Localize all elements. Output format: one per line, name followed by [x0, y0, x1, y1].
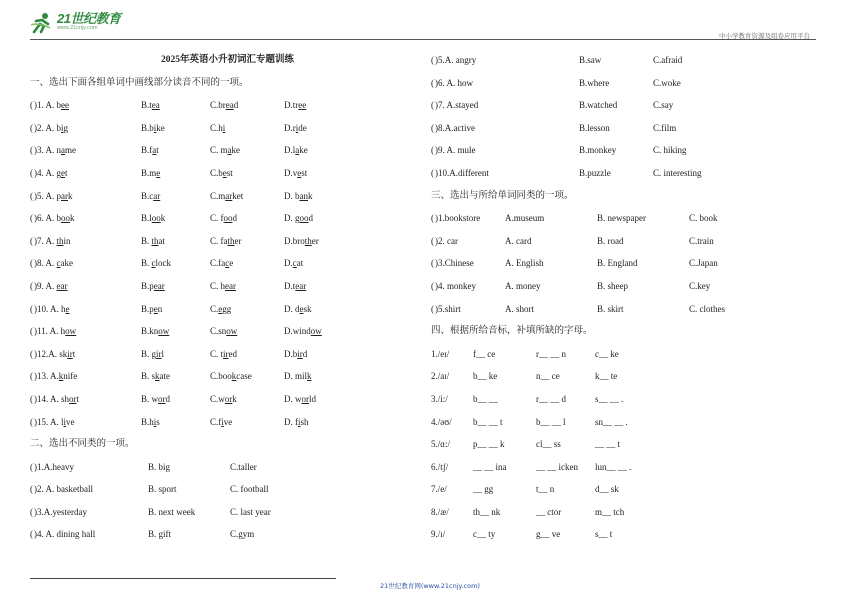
footer-divider: [30, 578, 336, 579]
question-row-cell: )3.A.yesterday: [34, 506, 87, 517]
phonics-row-cell: b__ __: [473, 393, 498, 404]
question-row-cell: (: [431, 303, 434, 314]
question-row-cell: C.taller: [230, 461, 257, 472]
question-row-cell: D.lake: [284, 145, 308, 156]
phonics-row-cell: lun__ __ .: [595, 461, 632, 472]
phonics-row-cell: 9./ɪ/: [431, 529, 446, 540]
question-row-cell: )7. A.stayed: [435, 100, 479, 111]
question-row-cell: C.train: [689, 235, 714, 246]
page-header: [0, 0, 860, 42]
question-row-cell: B.saw: [579, 55, 602, 65]
question-row: [30, 210, 425, 233]
question-row-cell: (: [30, 167, 33, 178]
question-row-cell: B.look: [141, 213, 166, 224]
question-row-cell: C.market: [210, 190, 244, 201]
phonics-row-cell: __ gg: [473, 484, 494, 495]
part-2-list-b: [431, 52, 826, 188]
question-row: [431, 97, 826, 120]
question-row-cell: D. desk: [284, 303, 312, 314]
phonics-row-cell: 3./i:/: [431, 393, 448, 404]
platform-label: 中小学教育资源及组卷应用平台: [719, 32, 810, 40]
question-row: [30, 504, 425, 527]
question-row-cell: (: [431, 213, 434, 224]
question-row-cell: C.film: [653, 122, 677, 133]
question-row-cell: A. money: [505, 280, 541, 291]
question-row-cell: B.bike: [141, 122, 165, 133]
question-row-cell: B. next week: [148, 506, 196, 517]
question-row-cell: C. last year: [230, 506, 271, 517]
question-row-cell: (: [30, 100, 33, 111]
question-row: [30, 301, 425, 324]
question-row-cell: D.ride: [284, 122, 307, 133]
question-row-cell: C. interesting: [653, 167, 702, 178]
question-row-cell: )3.Chinese: [435, 258, 474, 269]
part-1-list: [30, 97, 425, 436]
question-row: [431, 52, 826, 75]
question-row-cell: (: [30, 280, 33, 291]
question-row-cell: B.know: [141, 326, 170, 337]
question-row-cell: (: [431, 145, 434, 156]
question-row-cell: D.brother: [284, 235, 319, 246]
question-row-cell: C. clothes: [689, 303, 725, 314]
question-row-cell: )5.shirt: [435, 303, 461, 314]
phonics-row-cell: 7./e/: [431, 484, 447, 495]
phonics-row-cell: 4./əʊ/: [431, 416, 452, 427]
question-row-cell: )1. A. bee: [34, 100, 69, 111]
question-row: [431, 278, 826, 301]
phonics-row-cell: r__ __ d: [536, 393, 566, 404]
question-row-cell: )8.A.active: [435, 122, 475, 133]
phonics-row-cell: sn__ __ .: [595, 416, 628, 427]
question-row-cell: D.vest: [284, 167, 308, 178]
question-row-cell: )9. A. mule: [435, 145, 476, 156]
question-row-cell: B. word: [141, 393, 171, 404]
question-row-cell: B. skate: [141, 371, 171, 382]
phonics-row-cell: b__ __ l: [536, 416, 566, 427]
question-row-cell: (: [30, 393, 33, 404]
question-row-cell: B. clock: [141, 258, 172, 269]
question-row-cell: )6. A. how: [435, 77, 473, 88]
question-row-cell: (: [30, 484, 33, 495]
header-divider: [30, 39, 816, 40]
question-row-cell: C.hi: [210, 122, 226, 133]
question-row: [30, 165, 425, 188]
question-row-cell: B.me: [141, 167, 161, 178]
question-row-cell: C. food: [210, 213, 237, 224]
question-row-cell: D.window: [284, 326, 322, 337]
question-row-cell: B.watched: [579, 100, 618, 111]
phonics-row-cell: s__ __ .: [595, 393, 624, 404]
phonics-row-cell: cl__ ss: [536, 439, 561, 450]
question-row-cell: )3. A. name: [34, 145, 76, 156]
phonics-row-cell: 5./ɑ:/: [431, 439, 450, 450]
phonics-row-cell: 1./eɪ/: [431, 348, 450, 359]
question-row-cell: )7. A. thin: [34, 235, 71, 246]
question-row-cell: D. bank: [284, 190, 313, 201]
question-row-cell: D. milk: [284, 371, 312, 382]
phonics-row: [431, 526, 826, 549]
question-row-cell: (: [30, 303, 33, 314]
question-row-cell: (: [30, 235, 33, 246]
question-row-cell: )1.bookstore: [435, 213, 481, 224]
question-row-cell: C.bread: [210, 100, 239, 111]
question-row-cell: B. that: [141, 235, 166, 246]
section-4-heading: 四、根据所给音标，补填所缺的字母。: [431, 326, 593, 337]
phonics-row-cell: d__ sk: [595, 484, 619, 495]
question-row: [30, 97, 425, 120]
left-column: [30, 52, 425, 549]
phonics-row-cell: __ __ t: [595, 439, 621, 450]
phonics-row-cell: __ __ ina: [473, 461, 507, 472]
phonics-row-cell: c__ ty: [473, 529, 496, 540]
logo: [30, 12, 120, 34]
question-row-cell: B. skirt: [597, 303, 624, 314]
phonics-row-cell: g__ ve: [536, 529, 561, 540]
phonics-row-cell: __ __ icken: [536, 461, 578, 472]
question-row-cell: )8. A. cake: [34, 258, 73, 269]
question-row-cell: (: [431, 100, 434, 111]
question-row-cell: C. make: [210, 145, 241, 156]
question-row: [30, 391, 425, 414]
question-row-cell: C.gym: [230, 529, 255, 540]
phonics-row: [431, 368, 826, 391]
question-row-cell: B.puzzle: [579, 167, 611, 178]
runner-logo-icon: [30, 12, 54, 34]
part-2-list-a: [30, 459, 425, 549]
question-row-cell: C.say: [653, 100, 674, 111]
question-row-cell: )15. A. live: [34, 416, 75, 427]
question-row-cell: (: [431, 77, 434, 88]
question-row-cell: C.best: [210, 167, 233, 178]
phonics-row-cell: 8./æ/: [431, 506, 449, 517]
question-row-cell: )5.A. angry: [435, 55, 477, 65]
part-4-list: [431, 346, 826, 549]
question-row-cell: (: [30, 326, 33, 337]
question-row-cell: B. sheep: [597, 280, 628, 291]
question-row-cell: C. tired: [210, 348, 238, 359]
phonics-row-cell: s__ t: [595, 529, 613, 540]
question-row-cell: B. sport: [148, 484, 177, 495]
question-row-cell: B. big: [148, 461, 171, 472]
question-row: [30, 233, 425, 256]
question-row-cell: )13. A.knife: [34, 371, 78, 382]
logo-url: www.21cnjy.com: [57, 25, 98, 31]
phonics-row-cell: f__ ce: [473, 348, 496, 359]
question-row-cell: (: [30, 122, 33, 133]
question-row-cell: B.monkey: [579, 145, 617, 156]
question-row-cell: (: [30, 506, 33, 517]
question-row-cell: (: [30, 371, 33, 382]
question-row-cell: )12.A. skirt: [34, 348, 76, 359]
page-title: 2025年英语小升初词汇专题训练: [160, 55, 294, 65]
question-row-cell: C.afraid: [653, 55, 683, 65]
question-row-cell: C. father: [210, 235, 242, 246]
phonics-row-cell: m__ tch: [595, 506, 625, 517]
question-row-cell: B.tea: [141, 100, 160, 111]
question-row-cell: C.woke: [653, 77, 681, 88]
question-row: [431, 75, 826, 98]
question-row-cell: (: [431, 258, 434, 269]
question-row-cell: D.tear: [284, 280, 307, 291]
phonics-row: [431, 391, 826, 414]
question-row-cell: )2. car: [435, 235, 458, 246]
question-row-cell: C.egg: [210, 303, 232, 314]
question-row-cell: (: [30, 258, 33, 269]
phonics-row-cell: r__ __ n: [536, 348, 566, 359]
question-row-cell: (: [30, 190, 33, 201]
question-row: [431, 301, 826, 324]
footer-text: 21世纪教育网(www.21cnjy.com): [380, 582, 480, 590]
question-row-cell: D. good: [284, 213, 313, 224]
phonics-row-cell: k__ te: [595, 371, 618, 382]
question-row-cell: A.museum: [505, 213, 545, 224]
question-row-cell: (: [431, 235, 434, 246]
phonics-row-cell: p__ __ k: [473, 439, 505, 450]
section-2-heading: 二、选出不同类的一项。: [30, 439, 135, 450]
question-row-cell: D. world: [284, 393, 317, 404]
question-row-cell: (: [30, 348, 33, 359]
question-row-cell: B. newspaper: [597, 213, 646, 224]
question-row: [431, 120, 826, 143]
question-row: [431, 165, 826, 188]
right-column: [431, 52, 826, 549]
question-row-cell: )11. A. how: [34, 326, 77, 337]
phonics-row-cell: c__ ke: [595, 348, 619, 359]
phonics-row: [431, 346, 826, 369]
question-row-cell: A. English: [505, 258, 544, 269]
question-row-cell: (: [30, 145, 33, 156]
part-3-list: [431, 210, 826, 323]
question-row-cell: C.face: [210, 258, 234, 269]
question-row: [431, 233, 826, 256]
question-row-cell: (: [30, 416, 33, 427]
question-row-cell: B.lesson: [579, 122, 610, 133]
question-row-cell: B. England: [597, 258, 638, 269]
question-row-cell: )2. A. basketball: [34, 484, 93, 495]
question-row: [30, 142, 425, 165]
question-row: [30, 278, 425, 301]
question-row: [431, 255, 826, 278]
question-row: [30, 481, 425, 504]
logo-text: 21世纪教育: [57, 11, 121, 26]
question-row-cell: )5. A. park: [34, 190, 73, 201]
question-row-cell: )10.A.different: [435, 167, 489, 178]
question-row-cell: C.Japan: [689, 258, 718, 269]
phonics-row-cell: 2./aɪ/: [431, 371, 450, 382]
phonics-row-cell: t__ n: [536, 484, 555, 495]
question-row: [431, 210, 826, 233]
question-row-cell: (: [431, 122, 434, 133]
question-row-cell: (: [431, 55, 434, 65]
phonics-row-cell: b__ ke: [473, 371, 498, 382]
question-row: [30, 414, 425, 437]
question-row: [30, 368, 425, 391]
question-row-cell: )6. A. book: [34, 213, 75, 224]
question-row-cell: C.bookcase: [210, 371, 252, 382]
section-3-heading: 三、选出与所给单词同类的一项。: [431, 190, 574, 201]
question-row: [30, 120, 425, 143]
section-1-heading: 一、选出下面各组单词中画线部分读音不同的一项。: [30, 77, 249, 88]
question-row-cell: B.pear: [141, 280, 165, 291]
question-row-cell: C.key: [689, 280, 711, 291]
question-row-cell: B.fat: [141, 145, 159, 156]
phonics-row: [431, 504, 826, 527]
question-row-cell: D. fish: [284, 416, 309, 427]
question-row-cell: A. short: [505, 303, 534, 314]
question-row-cell: C. hiking: [653, 145, 687, 156]
question-row-cell: (: [30, 213, 33, 224]
phonics-row: [431, 414, 826, 437]
question-row-cell: C.snow: [210, 326, 238, 337]
question-row-cell: (: [431, 280, 434, 291]
question-row: [30, 188, 425, 211]
question-row-cell: )4. monkey: [435, 280, 476, 291]
question-row-cell: C.five: [210, 416, 233, 427]
question-row: [30, 323, 425, 346]
question-row: [30, 255, 425, 278]
question-row-cell: B.his: [141, 416, 160, 427]
question-row-cell: C. book: [689, 213, 718, 224]
phonics-row-cell: n__ ce: [536, 371, 560, 382]
question-row: [30, 526, 425, 549]
question-row-cell: B.where: [579, 77, 610, 88]
question-row-cell: )10. A. he: [34, 303, 70, 314]
question-row-cell: (: [431, 167, 434, 178]
question-row-cell: (: [30, 529, 33, 540]
phonics-row-cell: __ ctor: [536, 506, 562, 517]
phonics-row-cell: b__ __ t: [473, 416, 503, 427]
question-row: [30, 346, 425, 369]
question-row-cell: B. road: [597, 235, 624, 246]
question-row-cell: B. gift: [148, 529, 172, 540]
question-row-cell: D.tree: [284, 100, 307, 111]
phonics-row-cell: th__ nk: [473, 506, 501, 517]
question-row-cell: (: [30, 461, 33, 472]
question-row-cell: B.pen: [141, 303, 163, 314]
question-row-cell: )4. A. get: [34, 167, 68, 178]
phonics-row: [431, 481, 826, 504]
question-row-cell: B. girl: [141, 348, 165, 359]
phonics-row: [431, 459, 826, 482]
question-row-cell: C.work: [210, 393, 237, 404]
question-row-cell: )1.A.heavy: [34, 461, 74, 472]
phonics-row-cell: 6./tʃ/: [431, 461, 449, 472]
phonics-row: [431, 436, 826, 459]
question-row-cell: C. hear: [210, 280, 237, 291]
question-row-cell: )2. A. big: [34, 122, 69, 133]
question-row: [30, 459, 425, 482]
question-row-cell: )14. A. short: [34, 393, 80, 404]
question-row-cell: D.cat: [284, 258, 304, 269]
question-row-cell: C. football: [230, 484, 269, 495]
question-row-cell: )4. A. dining hall: [34, 529, 96, 540]
question-row-cell: D.bird: [284, 348, 308, 359]
question-row-cell: B.car: [141, 190, 161, 201]
question-row-cell: )9. A. ear: [34, 280, 68, 291]
question-row: [431, 142, 826, 165]
question-row-cell: A. card: [505, 235, 532, 246]
